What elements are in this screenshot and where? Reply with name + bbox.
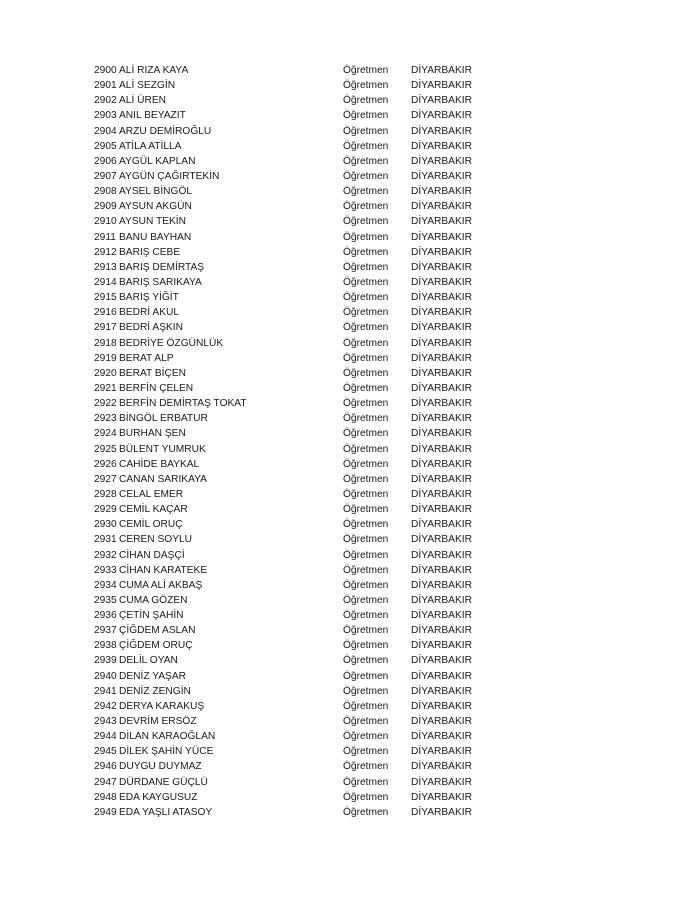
job-title: Öğretmen <box>343 110 389 122</box>
job-title: Öğretmen <box>343 382 389 394</box>
record-number: 2946 <box>94 761 117 773</box>
city-name: DİYARBAKIR <box>411 534 472 546</box>
city-name: DİYARBAKIR <box>411 201 472 213</box>
city-name: DİYARBAKIR <box>411 640 472 652</box>
list-item <box>94 336 494 351</box>
city-name: DİYARBAKIR <box>411 276 472 288</box>
list-item <box>94 699 494 714</box>
city-name: DİYARBAKIR <box>411 761 472 773</box>
list-item <box>94 729 494 744</box>
person-name: DİLEK ŞAHİN YÜCE <box>119 746 214 758</box>
person-name: BANU BAYHAN <box>119 231 192 243</box>
person-name: DEVRİM ERSÖZ <box>119 716 197 728</box>
list-item <box>94 366 494 381</box>
city-name: DİYARBAKIR <box>411 458 472 470</box>
person-name: AYGÜN ÇAĞIRTEKİN <box>119 170 220 182</box>
person-name: BÜLENT YUMRUK <box>119 443 206 455</box>
city-name: DİYARBAKIR <box>411 594 472 606</box>
job-title: Öğretmen <box>343 594 389 606</box>
record-number: 2922 <box>94 398 117 410</box>
record-number: 2907 <box>94 170 117 182</box>
person-name: CUMA ALİ AKBAŞ <box>119 579 203 591</box>
list-item <box>94 563 494 578</box>
job-title: Öğretmen <box>343 170 389 182</box>
city-name: DİYARBAKIR <box>411 791 472 803</box>
city-name: DİYARBAKIR <box>411 655 472 667</box>
person-name: DERYA KARAKUŞ <box>119 700 205 712</box>
list-item <box>94 578 494 593</box>
record-number: 2940 <box>94 670 117 682</box>
list-item <box>94 442 494 457</box>
job-title: Öğretmen <box>343 549 389 561</box>
record-number: 2915 <box>94 292 117 304</box>
job-title: Öğretmen <box>343 806 389 818</box>
list-item <box>94 593 494 608</box>
job-title: Öğretmen <box>343 352 389 364</box>
list-item <box>94 63 494 78</box>
person-name: AYSUN AKGÜN <box>119 201 192 213</box>
person-name: CANAN SARIKAYA <box>119 473 207 485</box>
record-number: 2930 <box>94 519 117 531</box>
list-item <box>94 139 494 154</box>
city-name: DİYARBAKIR <box>411 125 472 137</box>
city-name: DİYARBAKIR <box>411 231 472 243</box>
person-name: BEDRİ AKUL <box>119 307 180 319</box>
record-number: 2900 <box>94 65 117 76</box>
list-item <box>94 502 494 517</box>
list-item <box>94 108 494 123</box>
record-number: 2933 <box>94 564 117 576</box>
city-name: DİYARBAKIR <box>411 428 472 440</box>
record-number: 2913 <box>94 261 117 273</box>
list-item <box>94 532 494 547</box>
job-title: Öğretmen <box>343 700 389 712</box>
record-number: 2917 <box>94 322 117 334</box>
record-number: 2938 <box>94 640 117 652</box>
record-number: 2943 <box>94 716 117 728</box>
record-number: 2918 <box>94 337 117 349</box>
city-name: DİYARBAKIR <box>411 246 472 258</box>
job-title: Öğretmen <box>343 685 389 697</box>
job-title: Öğretmen <box>343 367 389 379</box>
job-title: Öğretmen <box>343 443 389 455</box>
person-name: DİLAN KARAOĞLAN <box>119 731 216 743</box>
record-number: 2948 <box>94 791 117 803</box>
person-name: BEDRİYE ÖZGÜNLÜK <box>119 337 224 349</box>
record-number: 2919 <box>94 352 117 364</box>
city-name: DİYARBAKIR <box>411 776 472 788</box>
city-name: DİYARBAKIR <box>411 216 472 228</box>
job-title: Öğretmen <box>343 776 389 788</box>
city-name: DİYARBAKIR <box>411 155 472 167</box>
person-name: ÇİĞDEM ORUÇ <box>119 640 193 652</box>
list-item <box>94 275 494 290</box>
job-title: Öğretmen <box>343 65 389 76</box>
person-name: DELİL OYAN <box>119 655 178 667</box>
record-number: 2931 <box>94 534 117 546</box>
person-name: CEMİL KAÇAR <box>119 504 188 516</box>
list-item <box>94 608 494 623</box>
city-name: DİYARBAKIR <box>411 413 472 425</box>
person-name: EDA KAYGUSUZ <box>119 791 198 803</box>
city-name: DİYARBAKIR <box>411 352 472 364</box>
record-number: 2903 <box>94 110 117 122</box>
city-name: DİYARBAKIR <box>411 519 472 531</box>
list-item <box>94 245 494 260</box>
list-item <box>94 154 494 169</box>
list-item <box>94 396 494 411</box>
job-title: Öğretmen <box>343 761 389 773</box>
list-item <box>94 124 494 139</box>
person-name: DUYGU DUYMAZ <box>119 761 202 773</box>
list-item <box>94 669 494 684</box>
job-title: Öğretmen <box>343 140 389 152</box>
record-number: 2939 <box>94 655 117 667</box>
list-item <box>94 623 494 638</box>
person-name: BERAT BİÇEN <box>119 367 186 379</box>
job-title: Öğretmen <box>343 731 389 743</box>
person-name: CUMA GÖZEN <box>119 594 188 606</box>
record-number: 2947 <box>94 776 117 788</box>
city-name: DİYARBAKIR <box>411 110 472 122</box>
record-number: 2905 <box>94 140 117 152</box>
record-list <box>94 63 494 820</box>
city-name: DİYARBAKIR <box>411 337 472 349</box>
record-number: 2926 <box>94 458 117 470</box>
city-name: DİYARBAKIR <box>411 80 472 92</box>
list-item <box>94 426 494 441</box>
list-item <box>94 790 494 805</box>
person-name: ALİ SEZGİN <box>119 80 176 92</box>
record-number: 2920 <box>94 367 117 379</box>
record-number: 2935 <box>94 594 117 606</box>
list-item <box>94 684 494 699</box>
list-item <box>94 305 494 320</box>
person-name: AYGÜL KAPLAN <box>119 155 196 167</box>
list-item <box>94 517 494 532</box>
person-name: BEDRİ AŞKIN <box>119 322 183 334</box>
city-name: DİYARBAKIR <box>411 307 472 319</box>
city-name: DİYARBAKIR <box>411 610 472 622</box>
list-item <box>94 260 494 275</box>
list-item <box>94 805 494 820</box>
person-name: CAHİDE BAYKAL <box>119 458 200 470</box>
city-name: DİYARBAKIR <box>411 170 472 182</box>
person-name: ANIL BEYAZIT <box>119 110 186 122</box>
record-number: 2936 <box>94 610 117 622</box>
job-title: Öğretmen <box>343 488 389 500</box>
city-name: DİYARBAKIR <box>411 322 472 334</box>
list-item <box>94 199 494 214</box>
record-number: 2934 <box>94 579 117 591</box>
job-title: Öğretmen <box>343 307 389 319</box>
list-item <box>94 638 494 653</box>
job-title: Öğretmen <box>343 201 389 213</box>
list-item <box>94 169 494 184</box>
person-name: AYSUN TEKİN <box>119 216 186 228</box>
job-title: Öğretmen <box>343 322 389 334</box>
person-name: BERFİN DEMİRTAŞ TOKAT <box>119 398 247 410</box>
list-item <box>94 457 494 472</box>
record-number: 2906 <box>94 155 117 167</box>
record-number: 2932 <box>94 549 117 561</box>
record-number: 2923 <box>94 413 117 425</box>
record-number: 2927 <box>94 473 117 485</box>
person-name: EDA YAŞLI ATASOY <box>119 806 213 818</box>
job-title: Öğretmen <box>343 95 389 107</box>
list-item <box>94 93 494 108</box>
job-title: Öğretmen <box>343 625 389 637</box>
person-name: ARZU DEMİROĞLU <box>119 125 212 137</box>
record-number: 2921 <box>94 382 117 394</box>
list-item <box>94 184 494 199</box>
record-number: 2908 <box>94 186 117 198</box>
record-number: 2912 <box>94 246 117 258</box>
job-title: Öğretmen <box>343 670 389 682</box>
record-number: 2902 <box>94 95 117 107</box>
record-number: 2911 <box>94 231 116 243</box>
city-name: DİYARBAKIR <box>411 292 472 304</box>
city-name: DİYARBAKIR <box>411 261 472 273</box>
record-number: 2909 <box>94 201 117 213</box>
job-title: Öğretmen <box>343 504 389 516</box>
city-name: DİYARBAKIR <box>411 625 472 637</box>
person-name: CEMİL ORUÇ <box>119 519 183 531</box>
list-item <box>94 411 494 426</box>
job-title: Öğretmen <box>343 716 389 728</box>
city-name: DİYARBAKIR <box>411 488 472 500</box>
job-title: Öğretmen <box>343 640 389 652</box>
record-number: 2916 <box>94 307 117 319</box>
job-title: Öğretmen <box>343 564 389 576</box>
job-title: Öğretmen <box>343 186 389 198</box>
list-item <box>94 714 494 729</box>
person-name: ALİ ÜREN <box>119 95 166 107</box>
city-name: DİYARBAKIR <box>411 716 472 728</box>
person-name: BERAT ALP <box>119 352 174 364</box>
job-title: Öğretmen <box>343 534 389 546</box>
person-name: ATİLA ATİLLA <box>119 140 182 152</box>
record-number: 2925 <box>94 443 117 455</box>
job-title: Öğretmen <box>343 80 389 92</box>
job-title: Öğretmen <box>343 337 389 349</box>
job-title: Öğretmen <box>343 610 389 622</box>
job-title: Öğretmen <box>343 746 389 758</box>
person-name: DÜRDANE GÜÇLÜ <box>119 776 208 788</box>
list-item <box>94 472 494 487</box>
record-number: 2937 <box>94 625 117 637</box>
person-name: BARIŞ CEBE <box>119 246 181 258</box>
city-name: DİYARBAKIR <box>411 731 472 743</box>
job-title: Öğretmen <box>343 655 389 667</box>
person-name: BERFİN ÇELEN <box>119 382 194 394</box>
list-item <box>94 230 494 245</box>
person-name: ÇİĞDEM ASLAN <box>119 625 196 637</box>
person-name: ALİ RIZA KAYA <box>119 65 189 76</box>
list-item <box>94 320 494 335</box>
record-number: 2942 <box>94 700 117 712</box>
person-name: DENİZ ZENGİN <box>119 685 191 697</box>
list-item <box>94 351 494 366</box>
record-number: 2901 <box>94 80 117 92</box>
job-title: Öğretmen <box>343 791 389 803</box>
job-title: Öğretmen <box>343 216 389 228</box>
record-number: 2949 <box>94 806 117 818</box>
job-title: Öğretmen <box>343 519 389 531</box>
person-name: CELAL EMER <box>119 488 184 500</box>
job-title: Öğretmen <box>343 125 389 137</box>
list-item <box>94 775 494 790</box>
city-name: DİYARBAKIR <box>411 473 472 485</box>
record-number: 2929 <box>94 504 117 516</box>
city-name: DİYARBAKIR <box>411 398 472 410</box>
job-title: Öğretmen <box>343 428 389 440</box>
person-name: BARIŞ YİĞİT <box>119 292 179 304</box>
record-number: 2904 <box>94 125 117 137</box>
record-number: 2910 <box>94 216 117 228</box>
job-title: Öğretmen <box>343 231 389 243</box>
job-title: Öğretmen <box>343 246 389 258</box>
list-item <box>94 290 494 305</box>
list-item <box>94 548 494 563</box>
city-name: DİYARBAKIR <box>411 564 472 576</box>
job-title: Öğretmen <box>343 276 389 288</box>
city-name: DİYARBAKIR <box>411 186 472 198</box>
person-name: BURHAN ŞEN <box>119 428 186 440</box>
record-number: 2928 <box>94 488 117 500</box>
city-name: DİYARBAKIR <box>411 95 472 107</box>
city-name: DİYARBAKIR <box>411 746 472 758</box>
city-name: DİYARBAKIR <box>411 504 472 516</box>
city-name: DİYARBAKIR <box>411 443 472 455</box>
job-title: Öğretmen <box>343 398 389 410</box>
person-name: DENİZ YAŞAR <box>119 670 186 682</box>
person-name: BARIŞ SARIKAYA <box>119 276 202 288</box>
list-item <box>94 214 494 229</box>
person-name: CEREN SOYLU <box>119 534 193 546</box>
job-title: Öğretmen <box>343 261 389 273</box>
city-name: DİYARBAKIR <box>411 806 472 818</box>
city-name: DİYARBAKIR <box>411 549 472 561</box>
list-item <box>94 487 494 502</box>
list-item <box>94 653 494 668</box>
city-name: DİYARBAKIR <box>411 685 472 697</box>
city-name: DİYARBAKIR <box>411 700 472 712</box>
job-title: Öğretmen <box>343 413 389 425</box>
city-name: DİYARBAKIR <box>411 367 472 379</box>
record-number: 2945 <box>94 746 117 758</box>
city-name: DİYARBAKIR <box>411 670 472 682</box>
person-name: CİHAN DAŞÇİ <box>119 549 185 561</box>
city-name: DİYARBAKIR <box>411 579 472 591</box>
record-number: 2941 <box>94 685 117 697</box>
list-item <box>94 381 494 396</box>
list-item <box>94 759 494 774</box>
person-name: ÇETİN ŞAHİN <box>119 610 184 622</box>
list-item <box>94 744 494 759</box>
job-title: Öğretmen <box>343 473 389 485</box>
person-name: CİHAN KARATEKE <box>119 564 208 576</box>
city-name: DİYARBAKIR <box>411 382 472 394</box>
job-title: Öğretmen <box>343 292 389 304</box>
record-number: 2914 <box>94 276 117 288</box>
person-name: BARIŞ DEMİRTAŞ <box>119 261 205 273</box>
city-name: DİYARBAKIR <box>411 65 472 76</box>
record-number: 2924 <box>94 428 117 440</box>
person-name: BİNGÖL ERBATUR <box>119 413 208 425</box>
job-title: Öğretmen <box>343 458 389 470</box>
job-title: Öğretmen <box>343 155 389 167</box>
job-title: Öğretmen <box>343 579 389 591</box>
list-item <box>94 78 494 93</box>
city-name: DİYARBAKIR <box>411 140 472 152</box>
record-number: 2944 <box>94 731 117 743</box>
person-name: AYSEL BİNGÖL <box>119 186 193 198</box>
